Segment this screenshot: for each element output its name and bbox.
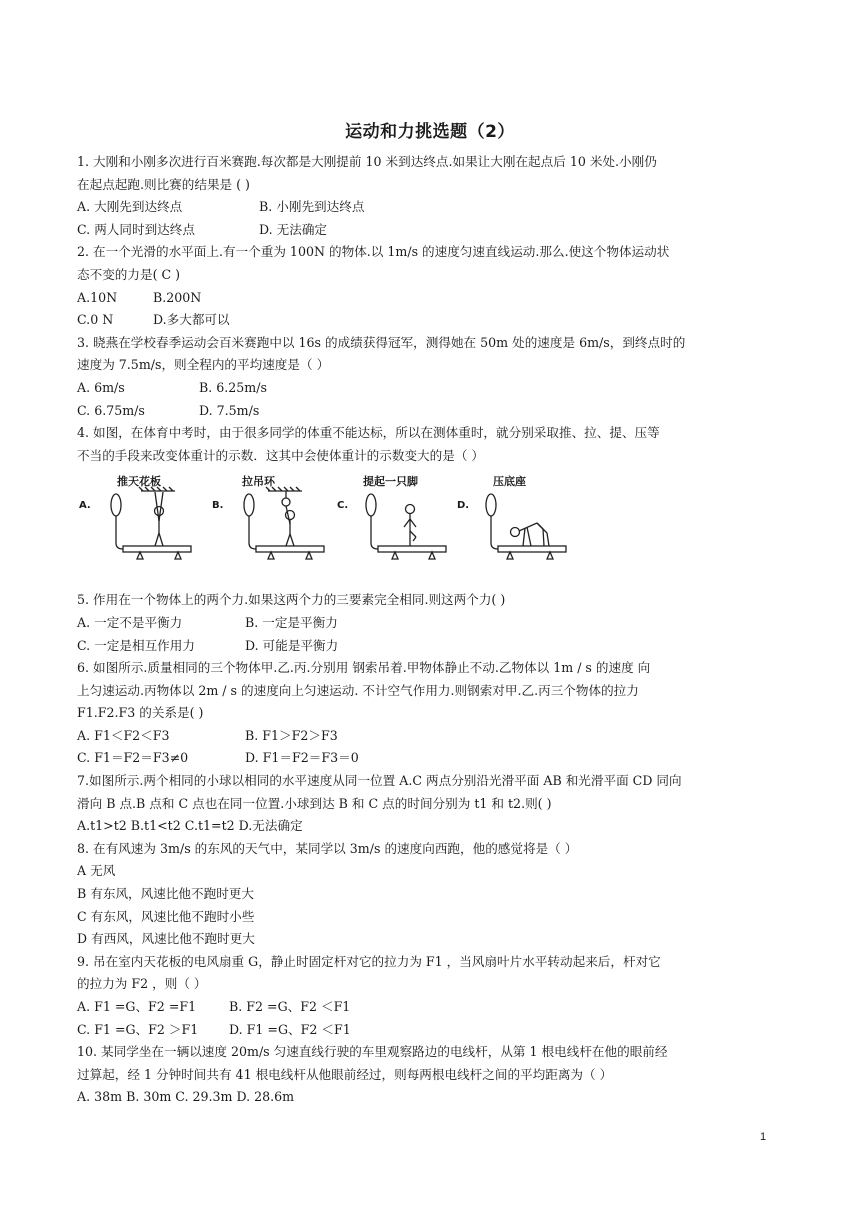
q4-figure-d-drawing bbox=[457, 471, 577, 575]
q5-option-c: C. 一定是相互作用力 bbox=[77, 637, 195, 653]
q2-stem-line1: 2. 在一个光滑的水平面上.有一个重为 100N 的物体.以 1m/s 的速度匀速直线运动.那么.使这个物体运动状 bbox=[77, 244, 670, 260]
q6-stem-line2: 上匀速运动.丙物体以 2m / s 的速度向上匀速运动. 不计空气作用力.则钢索对甲.乙.丙三个物体的拉力 bbox=[77, 682, 639, 698]
q3-stem-line2: 速度为 7.5m/s，则全程内的平均速度是（ ） bbox=[77, 357, 330, 373]
q7-stem-line2: 滑向 B 点.B 点和 C 点也在同一位置.小球到达 B 和 C 点的时间分别为 t1 和 t2.则( ) bbox=[77, 795, 552, 811]
q8-option-c: C 有东风，风速比他不跑时小些 bbox=[77, 908, 255, 924]
q10-options: A. 38m B. 30m C. 29.3m D. 28.6m bbox=[77, 1089, 295, 1105]
q4-figure-c-letter: C. bbox=[337, 500, 349, 512]
q5-options-row1 bbox=[77, 612, 787, 635]
q6-options-row1 bbox=[77, 725, 787, 748]
q4-figure-a-caption: 推天花板 bbox=[117, 475, 161, 489]
q5-option-a: A. 一定不是平衡力 bbox=[77, 614, 183, 630]
q1-option-d: D. 无法确定 bbox=[259, 221, 328, 237]
q2-options-row1 bbox=[77, 287, 787, 310]
q5-option-d: D. 可能是平衡力 bbox=[245, 637, 339, 653]
q1-options-row1 bbox=[77, 196, 787, 219]
q4-figure-c bbox=[337, 471, 457, 575]
q9-option-c: C. F1 =G、F2 ＞F1 bbox=[77, 1021, 199, 1037]
q3-option-d: D. 7.5m/s bbox=[199, 402, 260, 418]
q6-option-d: D. F1＝F2＝F3＝0 bbox=[245, 750, 359, 766]
q6-stem-line1: 6. 如图所示.质量相同的三个物体甲.乙.丙.分别用 钢索吊着.甲物体静止不动.乙物体以 1m / s 的速度 向 bbox=[77, 660, 651, 676]
q2-option-d: D.多大都可以 bbox=[153, 312, 230, 328]
q6-options-row2 bbox=[77, 747, 787, 770]
q2-option-c: C.0 N bbox=[77, 312, 114, 328]
q2-stem-line2: 态不变的力是( C ) bbox=[77, 266, 181, 282]
q1-options-row2 bbox=[77, 219, 787, 242]
q1-option-c: C. 两人同时到达终点 bbox=[77, 221, 195, 237]
q10-stem-line2: 过算起，经 1 分钟时间共有 41 根电线杆从他眼前经过，则每两根电线杆之间的平均距离为（ ） bbox=[77, 1066, 613, 1082]
q6-option-a: A. F1＜F2＜F3 bbox=[77, 727, 170, 743]
q4-figure-row bbox=[77, 471, 787, 589]
q8-option-a: A 无风 bbox=[77, 863, 116, 879]
q9-stem-line2: 的拉力为 F2 ，则（ ） bbox=[77, 976, 207, 992]
q3-options-row2 bbox=[77, 400, 787, 423]
q8-option-d: D 有西风，风速比他不跑时更大 bbox=[77, 931, 255, 947]
q9-stem-line1: 9. 吊在室内天花板的电风扇重 G，静止时固定杆对它的拉力为 F1 ，当风扇叶片水平转动起来后，杆对它 bbox=[77, 953, 661, 969]
q3-option-b: B. 6.25m/s bbox=[199, 379, 267, 395]
q4-figure-b-drawing bbox=[212, 471, 332, 575]
q4-figure-a-drawing bbox=[79, 471, 199, 575]
q2-option-a: A.10N bbox=[77, 289, 118, 305]
q4-figure-c-caption: 提起一只脚 bbox=[363, 475, 418, 489]
question-body bbox=[77, 151, 787, 1109]
q4-figure-a-letter: A. bbox=[79, 500, 91, 512]
q1-option-b: B. 小刚先到达终点 bbox=[259, 199, 365, 215]
q9-option-b: B. F2 =G、F2 ＜F1 bbox=[229, 999, 351, 1014]
q4-figure-a bbox=[79, 471, 199, 575]
q7-options: A.t1>t2 B.t1<t2 C.t1=t2 D.无法确定 bbox=[77, 818, 303, 834]
q6-option-b: B. F1＞F2＞F3 bbox=[245, 727, 338, 743]
page-title: 运动和力挑选题（2） bbox=[345, 122, 515, 142]
q3-option-c: C. 6.75m/s bbox=[77, 402, 145, 418]
q1-option-a: A. 大刚先到达终点 bbox=[77, 199, 183, 215]
q7-stem-line1: 7.如图所示.两个相同的小球以相同的水平速度从同一位置 A.C 两点分别沿光滑平面 AB 和光滑平面 CD 同向 bbox=[77, 773, 682, 789]
q10-stem-line1: 10. 某同学坐在一辆以速度 20m/s 匀速直线行驶的车里观察路边的电线杆，从第 1 根电线杆在他的眼前经 bbox=[77, 1044, 668, 1060]
q4-figure-d-caption: 压底座 bbox=[493, 475, 526, 489]
q3-stem-line1: 3. 晓燕在学校春季运动会百米赛跑中以 16s 的成绩获得冠军，测得她在 50m 处的速度是 6m/s，到终点时的 bbox=[77, 334, 686, 350]
q1-stem-line2: 在起点起跑.则比赛的结果是 ( ) bbox=[77, 176, 250, 192]
q4-figure-b-letter: B. bbox=[212, 500, 224, 512]
q4-figure-c-drawing bbox=[337, 471, 457, 575]
q4-stem-line2: 不当的手段来改变体重计的示数．这其中会使体重计的示数变大的是（ ） bbox=[77, 447, 485, 463]
q5-stem-line1: 5. 作用在一个物体上的两个力.如果这两个力的三要素完全相同.则这两个力( ) bbox=[77, 592, 506, 608]
q6-stem-line3: F1.F2.F3 的关系是( ) bbox=[77, 705, 204, 721]
q4-figure-b-caption: 拉吊环 bbox=[242, 475, 275, 489]
q2-option-b: B.200N bbox=[153, 289, 202, 305]
q9-options-row1 bbox=[77, 996, 787, 1019]
q3-option-a: A. 6m/s bbox=[77, 379, 125, 395]
q9-option-a: A. F1 =G、F2 =F1 bbox=[77, 999, 197, 1014]
page-number: 1 bbox=[760, 1131, 767, 1143]
q8-stem-line1: 8. 在有风速为 3m/s 的东风的天气中，某同学以 3m/s 的速度向西跑，他的感觉将是（ ） bbox=[77, 840, 578, 856]
q4-figure-d bbox=[457, 471, 577, 575]
q9-options-row2 bbox=[77, 1019, 787, 1042]
q9-option-d: D. F1 =G、F2 ＜F1 bbox=[229, 1021, 351, 1037]
q6-option-c: C. F1＝F2＝F3≠0 bbox=[77, 750, 189, 766]
q5-options-row2 bbox=[77, 635, 787, 658]
q4-figure-d-letter: D. bbox=[457, 500, 470, 512]
q8-option-b: B 有东风，风速比他不跑时更大 bbox=[77, 886, 254, 902]
q3-options-row1 bbox=[77, 377, 787, 400]
q4-figure-b bbox=[212, 471, 332, 575]
q1-stem-line1: 1. 大刚和小刚多次进行百米赛跑.每次都是大刚提前 10 米到达终点.如果让大刚在起点后 10 米处.小刚仍 bbox=[77, 154, 657, 169]
q5-option-b: B. 一定是平衡力 bbox=[245, 614, 338, 630]
q2-options-row2 bbox=[77, 309, 787, 332]
q4-stem-line1: 4. 如图，在体育中考时，由于很多同学的体重不能达标，所以在测体重时，就分别采取推、拉、提、压等 bbox=[77, 425, 660, 441]
